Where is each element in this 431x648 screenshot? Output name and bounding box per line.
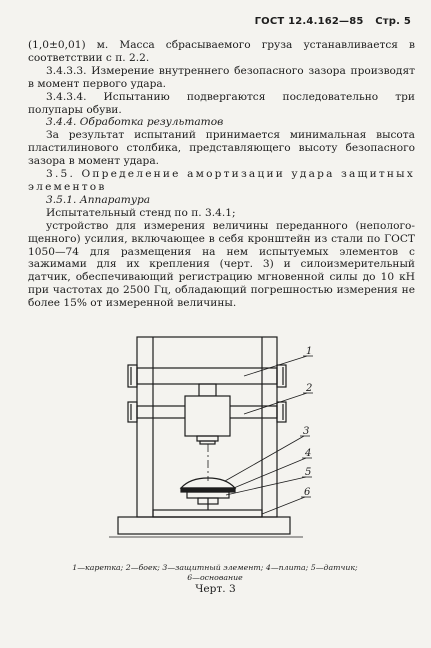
striker-head (199, 384, 216, 396)
paragraph: устройство для измерения величины переданного (непологощенного) усилия, включающее в себя кронштейн из стали по ГОСТ 1050—74 для размещения на нем испытуемых элементов с зажимами для их крепления (черт. 3) и силоизмерительный датчик, обеспечивающий регистрацию мгновенной силы до 10 кН при частотах до 2500 Гц, обладающий погрешностью измерения не более 15% от измеренной величины. (28, 219, 415, 310)
plate (181, 488, 235, 492)
page-number: Стр. 5 (375, 16, 411, 27)
leader-label: 6 (304, 487, 311, 498)
paragraph: 3.4.3.3. Измерение внутреннего безопасного зазора производят в момент первого удара. (28, 64, 415, 90)
striker (185, 396, 230, 436)
leader-label: 2 (306, 383, 313, 394)
paragraph: Испытательный стенд по п. 3.4.1; (46, 206, 236, 219)
base (118, 517, 290, 534)
paragraph: (1,0±0,01) м. Масса сбрасываемого груза устанавливается в соответствии с п. 2.2. (28, 39, 415, 64)
leader-label: 1 (306, 346, 313, 357)
paragraph: За результат испытаний принимается минимальная высота пластилинового столбика, представляющего высоту безопасного зазора в момент удара. (28, 129, 415, 168)
carriage-rail (137, 368, 277, 384)
figure-caption: 1—каретка; 2—боек; 3—защитный элемент; 4—плита; 5—датчик; 6—основание (72, 563, 358, 582)
paragraph: 3.4.3.4. Испытанию подвергаются последовательно три полупары обуви. (28, 90, 415, 116)
base-top (153, 510, 262, 517)
guide-left (128, 365, 137, 387)
leader-label: 4 (305, 448, 312, 459)
section-heading: 3.5.1. Аппаратура (46, 193, 151, 206)
section-heading: 3.5. Определение амортизации удара защитных элементов (28, 168, 415, 193)
leader-label: 5 (305, 467, 312, 478)
guide-left-lower (128, 402, 137, 422)
sensor (187, 492, 229, 498)
leader-label: 3 (303, 426, 310, 437)
guide-right-lower (277, 402, 286, 422)
guide-right (277, 365, 286, 387)
figure-name: Черт. 3 (195, 583, 236, 595)
section-heading: 3.4.4. Обработка результатов (46, 116, 224, 129)
standard-number: ГОСТ 12.4.162—85 (254, 16, 364, 27)
